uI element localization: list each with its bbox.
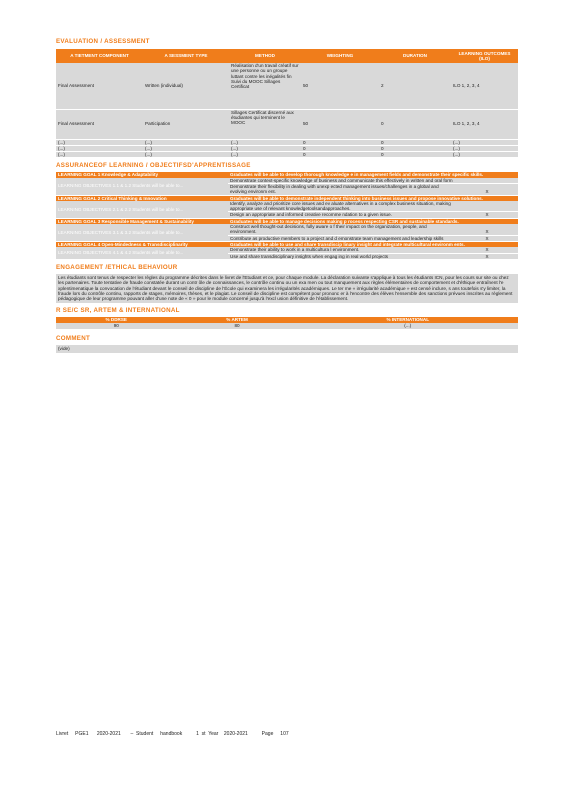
table-cell: (...) [143, 139, 229, 145]
engagement-text: Les étudiants sont tenus de respecter les règles du programme décrites dans le livret de l'Etudiant et ce, pour chaque module. La déclaration suivante s'applique à tous les étudiants ICN, pour les cours sur site ou chez les partenaires. Toute tentative de fraude constatée durant un contr ôle de connaissances, le contrôle continu ou un exa men ou tout manquement aux règles élémentaires de comportement et d'éthique entraînent l'e xplentimenatique la convocation de l'étudiant devant le conseil de discipline de l'École qui examinera les irrégularités académiques. Le ter me « irrégularité académique » est censé inclure, s ans toutefois s'y limiter, la fraude lors du contrôle continu, rapports de stages, mémoires, thèses, et le plagiat. Le conseil de discipline est compétent pour prononc er à l'encontre des élèves l'ensemble des sanctions prévues inscrites au règlement pédagogique de leur programme pouvant aller d'une note de « 0 » pour le module concerné jusqu'à l'excl usion définitive de l'établissement. [56, 274, 518, 303]
table-cell: Réalisation d'un travail créatif sur une personne ou un groupe luttant contre les inégalités fin Suivi du MOOC Sillages Certificat [229, 63, 301, 109]
learning-objective: LEARNING OBJECTIVES 2.1 & 2.2 Students will be able to... [56, 201, 228, 218]
objective-item: Demonstrate context-specific knowledge of business and communicate this effectively in written and oral form [228, 178, 456, 184]
table-cell: 0 [379, 152, 451, 158]
table-row [56, 109, 518, 139]
table-cell: 50 [301, 109, 379, 139]
learning-goal-text: Graduates will be able to develop thorough knowledge e in management fields and demonstrate their specific skills. [228, 172, 518, 177]
column-header: METHOD [229, 49, 301, 63]
table-cell: 0 [301, 145, 379, 151]
objective-row [56, 224, 518, 235]
handbook-page [56, 38, 518, 353]
column-header: % ARTEM [177, 317, 298, 323]
learning-goal: LEARNING GOAL 4 Open-Mindedness & Transdisciplinarity [56, 241, 228, 247]
comment-text: (vide) [56, 345, 518, 353]
learning-goal: LEARNING GOAL 2 Critical Thinking & Innovation [56, 195, 228, 201]
rse-title: R SE/C SR, ARTEM & INTERNATIONAL [56, 306, 180, 314]
column-header: % DDRSE [56, 317, 177, 323]
table-cell: 0 [379, 145, 451, 151]
table-cell: Sillages Certificat discerné aux étudiantes qui terminent le MOOC [229, 109, 301, 139]
table-cell: (...) [56, 152, 143, 158]
objective-mark: X [456, 247, 518, 253]
assurance-table [56, 172, 518, 259]
table-cell: (...) [298, 323, 519, 329]
table-cell: (...) [143, 152, 229, 158]
objective-mark: X [456, 212, 518, 218]
evaluation-table [56, 49, 518, 158]
evaluation-header-row [56, 49, 518, 63]
table-cell: (...) [229, 145, 301, 151]
learning-goal-text: Graduates will be able to demonstrate independent thinking into business issues and propose innovative solutions. [228, 195, 518, 201]
objective-item: Demonstrate their ability to work in a multicultura l environment. [228, 247, 456, 253]
table-cell: 0 [301, 152, 379, 158]
objective-row [56, 201, 518, 212]
table-cell: Participation [143, 109, 229, 139]
table-cell: Final Assessment [56, 63, 143, 109]
evaluation-title: EVALUATION / ASSESSMENT [56, 38, 150, 45]
objective-mark: X [456, 253, 518, 259]
objective-item: Use and share transdisciplinary insights when engag ing in real world projects [228, 253, 456, 259]
objective-mark: X [456, 183, 518, 195]
table-cell: (...) [56, 145, 143, 151]
objective-item: Demonstrate their flexibility in dealing with unexp ected management issues/challenges in a global and evolving environm ent. [228, 183, 456, 195]
table-cell: ILO 1, 2, 3, 4 [451, 109, 518, 139]
page-footer: Livret PGE1 2020-2021 – Student handbook 1 st Year 2020-2021 Page 107 [56, 731, 289, 737]
table-cell: Final Assessment [56, 109, 143, 139]
learning-goal-text: Graduates will be able to manage decisions making p rocess respecting CSR and sustainable standards. [228, 218, 518, 224]
learning-objective: LEARNING OBJECTIVES 3.1 & 3.2 Students will be able to... [56, 224, 228, 241]
objective-mark [456, 201, 518, 212]
learning-goal-row [56, 172, 518, 177]
rse-table [56, 317, 518, 329]
learning-goal: LEARNING GOAL 3 Responsible Management & Sustainability [56, 218, 228, 224]
column-header: A SESSMENT TYPE [143, 49, 229, 63]
column-header: LEARNING OUTCOMES (ILO) [451, 49, 518, 63]
objective-mark: X [456, 224, 518, 235]
learning-objective: LEARNING OBJECTIVES 4.1 & 4.2 Students will be able to... [56, 247, 228, 259]
table-cell: (...) [229, 152, 301, 158]
table-cell: 2 [379, 63, 451, 109]
learning-objective: LEARNING OBJECTIVES 1.1 & 1.2 Students will be able to... [56, 178, 228, 195]
engagement-title: ENGAGEMENT /ETHICAL BEHAVIOUR [56, 263, 178, 271]
table-cell: (...) [451, 152, 518, 158]
table-cell: (...) [451, 145, 518, 151]
objective-mark: X [456, 235, 518, 241]
table-cell: 50 [301, 63, 379, 109]
table-cell: (...) [451, 139, 518, 145]
comment-title: COMMENT [56, 334, 91, 342]
objective-row [56, 178, 518, 184]
learning-goal: LEARNING GOAL 1 Knowledge & Adaptability [56, 172, 228, 177]
table-row [56, 63, 518, 109]
column-header: DURATION [379, 49, 451, 63]
rse-value-row [56, 323, 518, 329]
table-cell: 90 [56, 323, 177, 329]
table-cell: (...) [229, 139, 301, 145]
column-header: A TIETMENT COMPONENT [56, 49, 143, 63]
objective-item: Construct well thought-out decisions, fully aware o f their impact on the organization, people, and environment. [228, 224, 456, 235]
table-cell: (...) [143, 145, 229, 151]
table-cell: 0 [379, 109, 451, 139]
column-header: % INTERNATIONAL [298, 317, 519, 323]
table-row [56, 152, 518, 158]
column-header: WEIGHTING [301, 49, 379, 63]
table-cell: Written (individual) [143, 63, 229, 109]
learning-goal-text: Graduates will be able to use and share transdiscip linary insight and integrate multicultural environm ents. [228, 241, 518, 247]
assurance-title: ASSURANCEOF LEARNING / OBJECTIFSD'APPRENTISSAGE [56, 162, 251, 170]
objective-item: Contribute as productive members to a project and d emonstrate team management and leadership skills [228, 235, 456, 241]
objective-item: Design an appropriate and informed creative recomme ndation to a given issue. [228, 212, 456, 218]
table-cell: ILO 1, 2, 3, 4 [451, 63, 518, 109]
table-cell: 0 [379, 139, 451, 145]
table-cell: 0 [301, 139, 379, 145]
objective-item: Identify, analyze and prioritize core issues and ev aluate alternatives in a complex business situation, making appropriate use of relevant knowledgetoolsandapproaches. [228, 201, 456, 212]
table-cell: (...) [56, 139, 143, 145]
table-cell: 80 [177, 323, 298, 329]
